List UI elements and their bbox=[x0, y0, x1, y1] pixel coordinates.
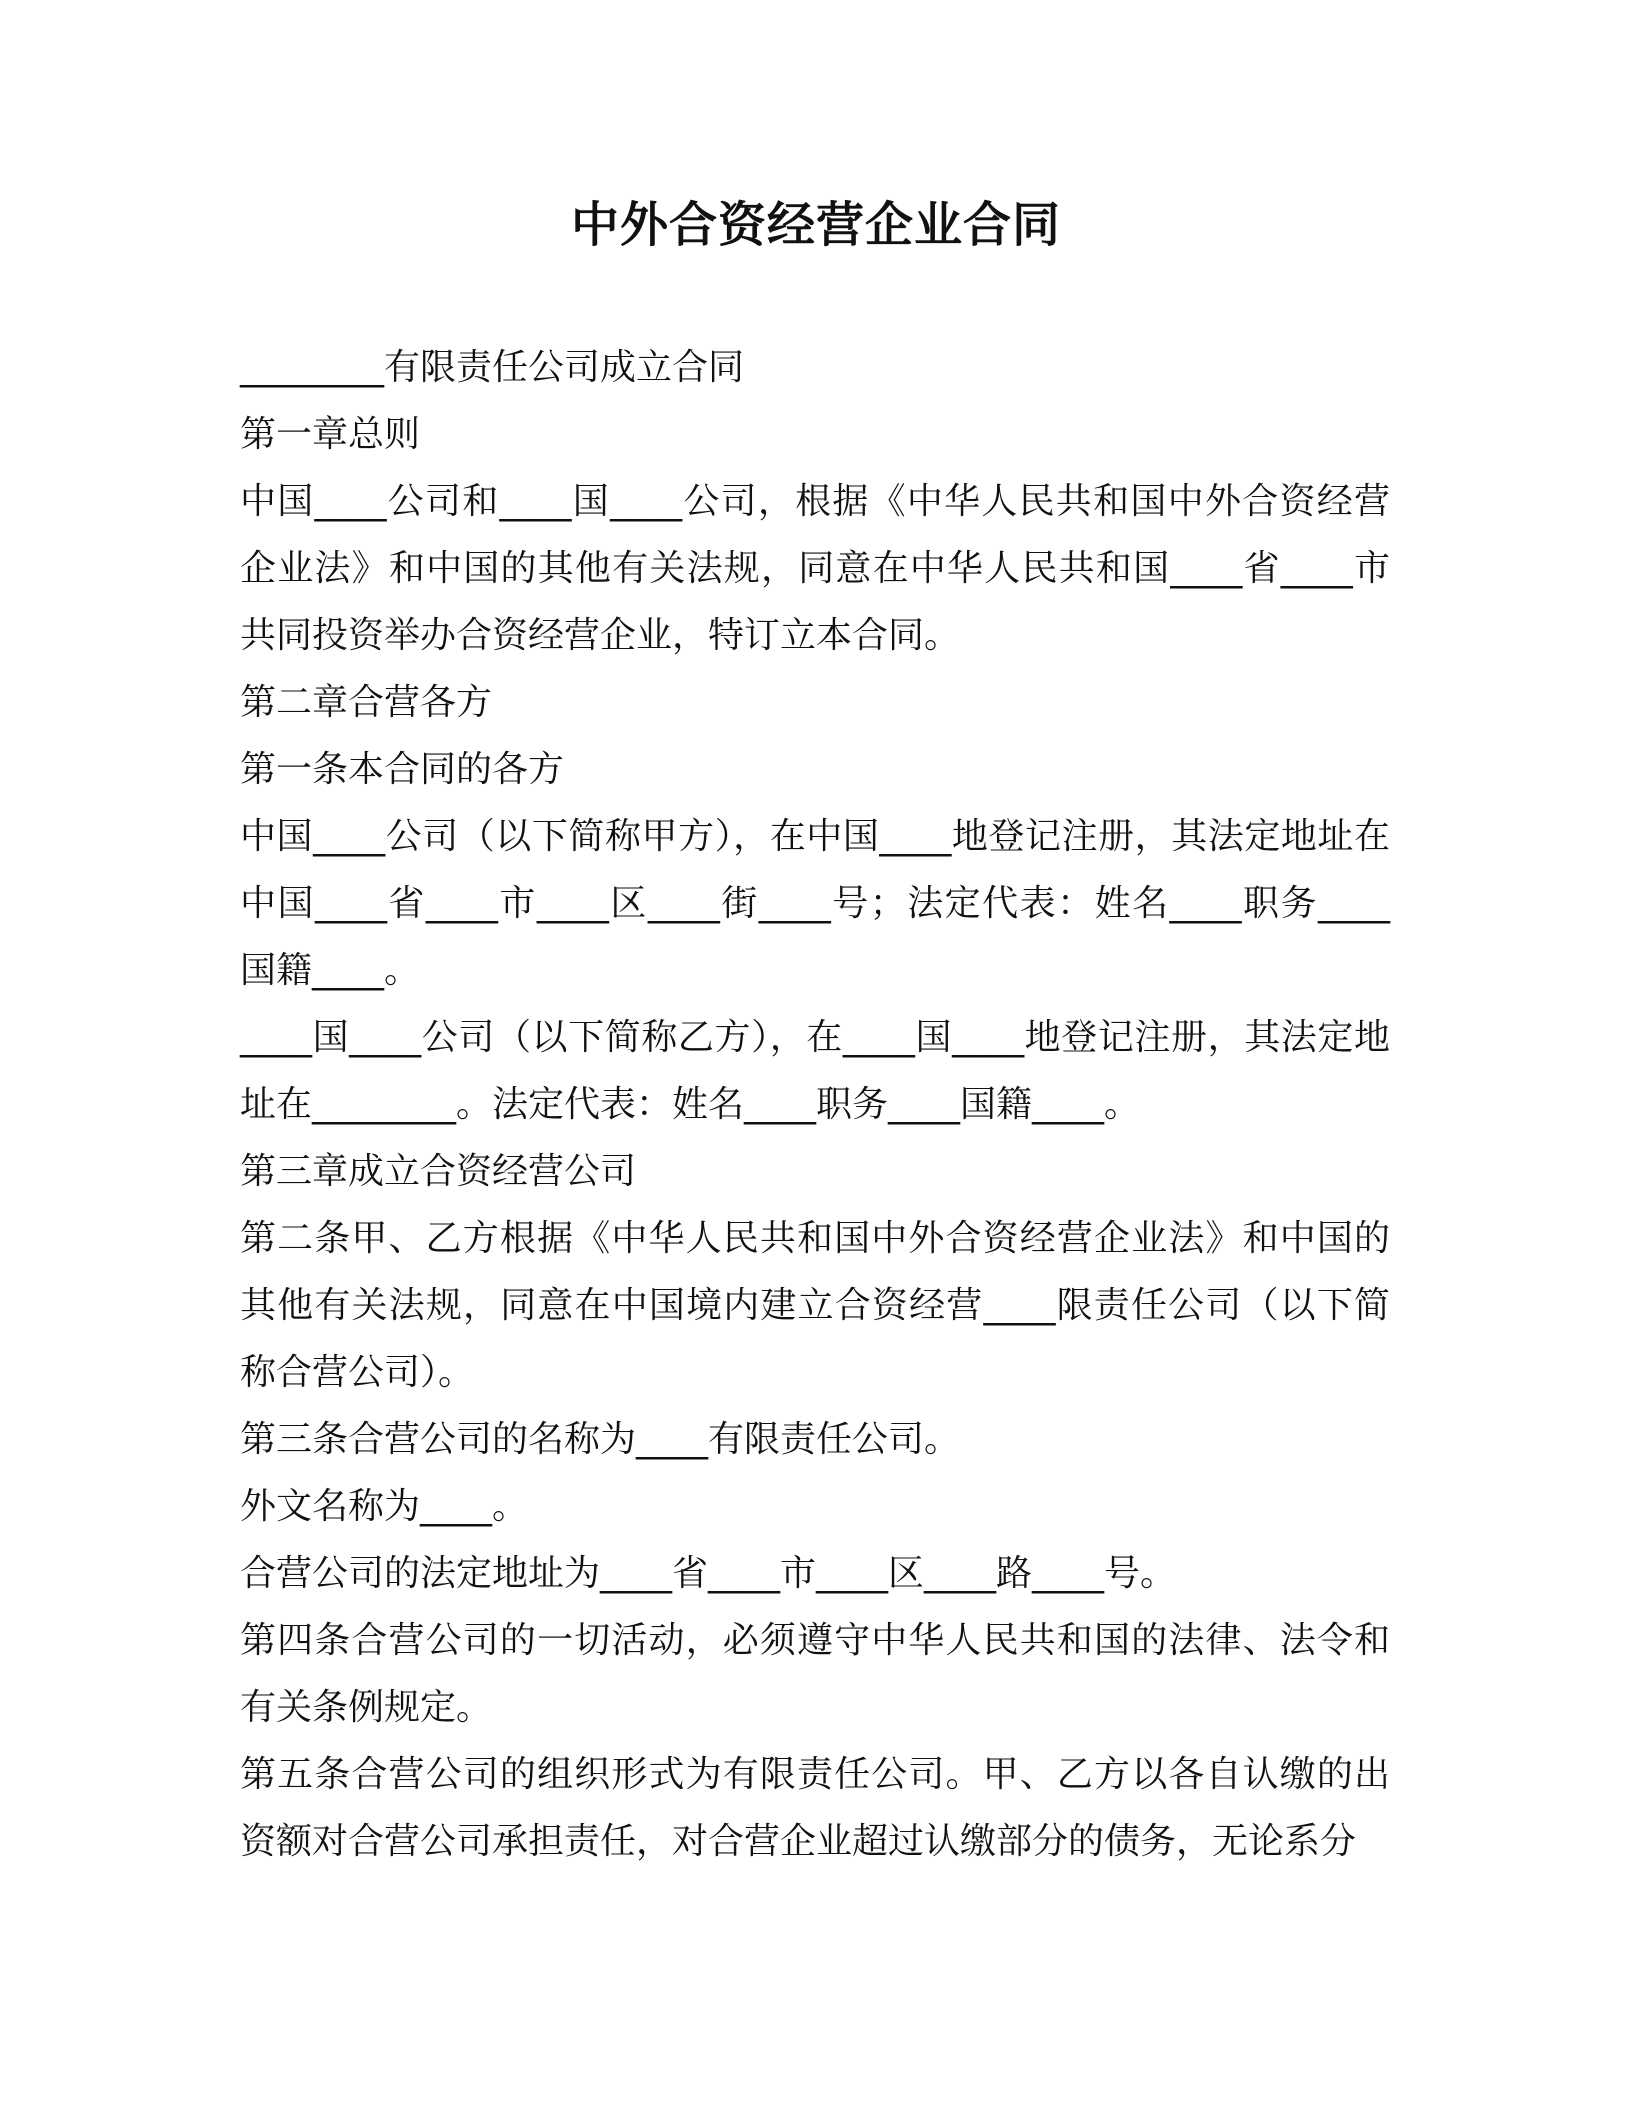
document-title: 中外合资经营企业合同 bbox=[570, 197, 1061, 253]
paragraph: 外文名称为____。 bbox=[240, 1486, 529, 1527]
paragraph: 第四条合营公司的一切活动，必须遵守中华人民共和国的法律、法令和有关条例规定。 bbox=[240, 1620, 1390, 1728]
paragraph: 第三条合营公司的名称为____有限责任公司。 bbox=[240, 1419, 961, 1460]
paragraph: ____国____公司（以下简称乙方），在____国____地登记注册，其法定地址在________。法定代表：姓名____职务____国籍____。 bbox=[240, 1017, 1390, 1125]
paragraph: 中国____公司和____国____公司，根据《中华人民共和国中外合资经营企业法》和中国的其他有关法规，同意在中华人民共和国____省____市共同投资举办合资经营企业，特订立本合同。 bbox=[240, 481, 1390, 656]
contract-subtitle: ________有限责任公司成立合同 bbox=[240, 347, 745, 388]
chapter-heading: 第一章总则 bbox=[240, 414, 421, 455]
chapter-heading: 第二章合营各方 bbox=[240, 682, 493, 723]
chapter-heading: 第三章成立合资经营公司 bbox=[240, 1151, 637, 1192]
paragraph: 第五条合营公司的组织形式为有限责任公司。甲、乙方以各自认缴的出资额对合营公司承担责任，对合营企业超过认缴部分的债务，无论系分 bbox=[240, 1754, 1390, 1862]
paragraph: 合营公司的法定地址为____省____市____区____路____号。 bbox=[240, 1553, 1177, 1594]
document-body bbox=[240, 334, 1390, 1875]
paragraph: 中国____公司（以下简称甲方），在中国____地登记注册，其法定地址在中国____省____市____区____街____号；法定代表：姓名____职务____国籍____。 bbox=[240, 816, 1390, 991]
article-heading: 第一条本合同的各方 bbox=[240, 749, 565, 790]
paragraph: 第二条甲、乙方根据《中华人民共和国中外合资经营企业法》和中国的其他有关法规，同意在中国境内建立合资经营____限责任公司（以下简称合营公司）。 bbox=[240, 1218, 1390, 1393]
